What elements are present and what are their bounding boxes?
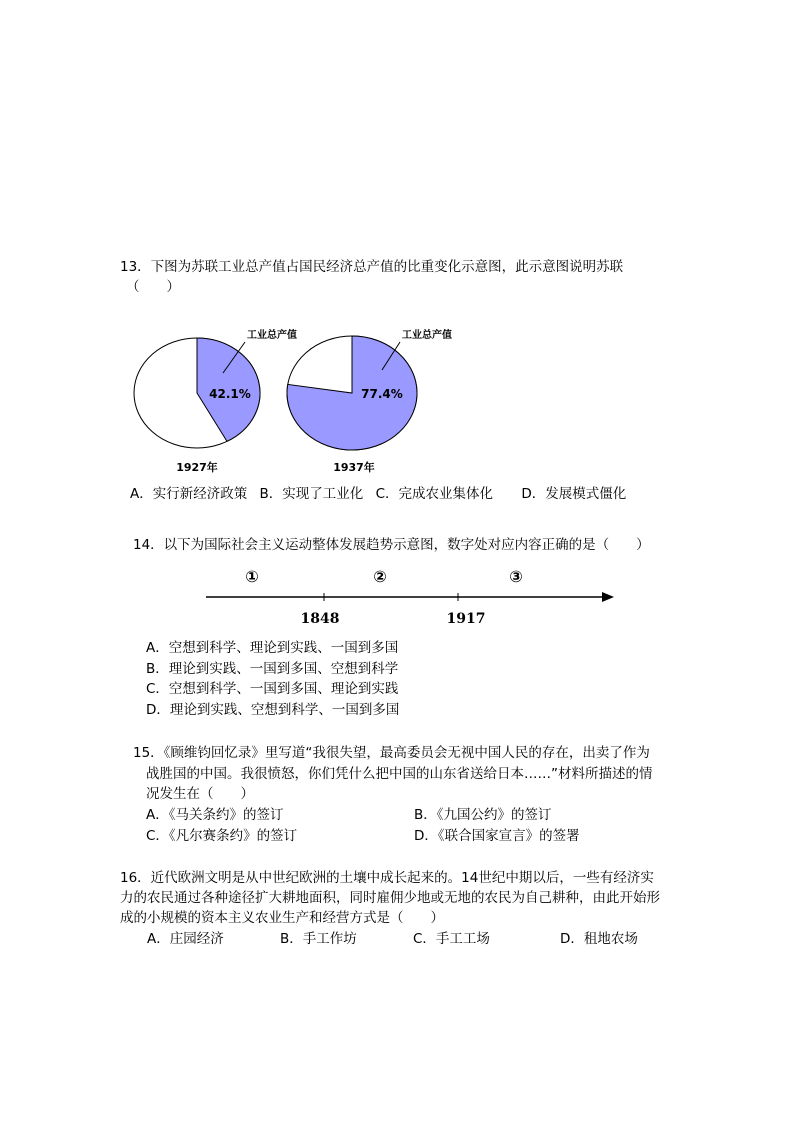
q15-stem-line-3: 况发生在（ ） bbox=[146, 786, 254, 802]
timeline-arrowhead bbox=[602, 592, 614, 602]
q14-timeline bbox=[196, 560, 621, 635]
q13-stem: 13．下图为苏联工业总产值占国民经济总产值的比重变化示意图，此示意图说明苏联 bbox=[120, 259, 624, 275]
q14-option-c: C．空想到科学、一国到多国、理论到实践 bbox=[146, 681, 399, 697]
q15-option-d: D．《联合国家宣言》的签署 bbox=[414, 828, 580, 844]
q13-option-d: D．发展模式僵化 bbox=[521, 486, 627, 502]
pie-1927-year-label: 1927年 bbox=[176, 461, 218, 474]
q16-option-b: B．手工作坊 bbox=[280, 931, 357, 947]
q15-option-b: B．《九国公约》的签订 bbox=[414, 807, 552, 823]
pie-1937-percent-label: 77.4% bbox=[361, 387, 403, 401]
pie-1937 bbox=[287, 328, 452, 474]
q13-options bbox=[130, 484, 634, 504]
q15-stem-line-2: 战胜国的中国。我很愤怒，你们凭什么把中国的山东省送给日本……”材料所描述的情 bbox=[146, 766, 653, 782]
pie-1937-year-label: 1937年 bbox=[333, 461, 375, 474]
q16-option-a: A．庄园经济 bbox=[147, 931, 224, 947]
q15-stem-line-1: 15．《顾维钧回忆录》里写道“我很失望，最高委员会无视中国人民的存在，出卖了作为 bbox=[133, 745, 650, 761]
q16-option-d: D．租地农场 bbox=[560, 931, 638, 947]
q14-option-b: B．理论到实践、一国到多国、空想到科学 bbox=[146, 661, 399, 677]
timeline-marker-3: ③ bbox=[509, 567, 523, 586]
q16-stem-line-2: 力的农民通过各种途径扩大耕地面积，同时雇佣少地或无地的农民为自己耕种，由此开始形 bbox=[120, 890, 660, 906]
pie-1937-callout-label: 工业总产值 bbox=[402, 330, 452, 341]
timeline-year-1848: 1848 bbox=[300, 611, 340, 627]
q14-option-a: A．空想到科学、理论到实践、一国到多国 bbox=[146, 640, 399, 656]
q15-option-c: C．《凡尔赛条约》的签订 bbox=[146, 828, 298, 844]
timeline-marker-1: ① bbox=[245, 567, 259, 586]
pie-1927-callout-label: 工业总产值 bbox=[247, 330, 297, 341]
q13-option-b: B．实现了工业化 bbox=[259, 486, 364, 502]
pie-1927 bbox=[134, 328, 297, 474]
q13-answer-paren: （ ） bbox=[126, 279, 180, 295]
q13-option-a: A．实行新经济政策 bbox=[130, 486, 248, 502]
q16-stem-line-1: 16．近代欧洲文明是从中世纪欧洲的土壤中成长起来的。14世纪中期以后，一些有经济实 bbox=[120, 870, 654, 886]
q13-pie-figure bbox=[120, 318, 480, 478]
timeline-marker-2: ② bbox=[373, 567, 387, 586]
q14-option-d: D．理论到实践、空想到科学、一国到多国 bbox=[146, 702, 400, 718]
q15-option-a: A．《马关条约》的签订 bbox=[146, 807, 284, 823]
pie-1927-percent-label: 42.1% bbox=[209, 387, 251, 401]
q16-option-c: C．手工工场 bbox=[413, 931, 490, 947]
timeline-year-1917: 1917 bbox=[446, 611, 486, 627]
q14-stem: 14．以下为国际社会主义运动整体发展趋势示意图，数字处对应内容正确的是（ ） bbox=[133, 537, 650, 553]
q16-stem-line-3: 成的小规模的资本主义农业生产和经营方式是（ ） bbox=[120, 910, 444, 926]
q13-option-c: C．完成农业集体化 bbox=[375, 486, 494, 502]
q16-options bbox=[147, 929, 638, 949]
